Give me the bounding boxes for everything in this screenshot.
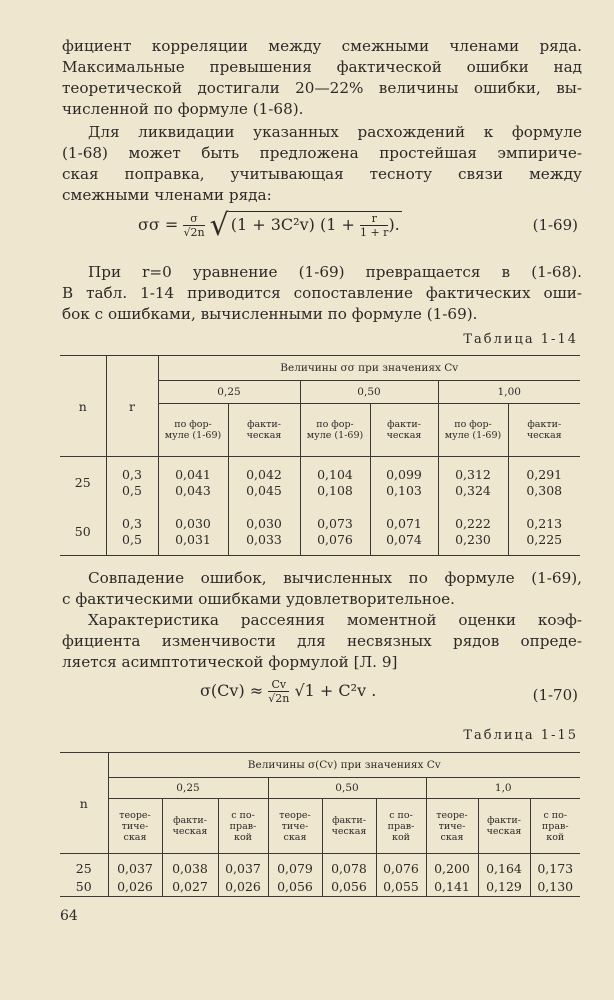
cell-value: 0,042 0,045 [228, 457, 300, 510]
cell-value: 0,027 [162, 878, 218, 897]
cell-r: 0,3 0,5 [106, 457, 158, 510]
text-line: В табл. 1-14 приводится сопоставление фактических оши- [62, 284, 582, 302]
cell-value: 0,056 [268, 878, 322, 897]
formula-body: √1 + C²v . [294, 681, 377, 700]
header-sub: с по- прав- кой [218, 799, 268, 854]
header-cv: 0,50 [268, 778, 426, 799]
cell-value: 0,222 0,230 [438, 509, 508, 556]
text-line: численной по формуле (1-68). [62, 100, 304, 118]
text-line: с фактическими ошибками удовлетворительное. [62, 590, 455, 608]
paragraph-4 [62, 568, 582, 610]
fraction-denominator: √2n [183, 226, 205, 239]
formula-tail: ). [388, 215, 400, 234]
header-cv: 0,50 [300, 381, 438, 404]
header-sub: по фор- муле (1-69) [300, 404, 370, 457]
cell-value: 0,164 [478, 854, 530, 879]
text-line: теоретической достигали 20—22% величины ошибки, вы- [62, 79, 582, 97]
header-sub: по фор- муле (1-69) [158, 404, 228, 457]
text-line: ская поправка, учитывающая тесноту связи между [62, 165, 582, 183]
cell-value: 0,038 [162, 854, 218, 879]
header-sub: теоре- тиче- ская [108, 799, 162, 854]
cell-value: 0,173 [530, 854, 580, 879]
cell-value: 0,026 [218, 878, 268, 897]
cell-n: 50 [74, 524, 91, 539]
table-1-14 [60, 355, 580, 556]
header-sub: факти- ческая [508, 404, 580, 457]
fraction-denominator: 1 + r [359, 226, 389, 239]
cell-value: 0,078 [322, 854, 376, 879]
radicand [229, 211, 402, 239]
cell-n: 25 [75, 861, 92, 876]
fraction-denominator: √2n [268, 692, 290, 705]
text-line: (1-68) может быть предложена простейшая эмпириче- [62, 144, 582, 162]
fraction-numerator: Cv [268, 678, 289, 692]
header-group: Величины σ(Cv) при значениях Cv [108, 753, 580, 778]
paragraph-5 [62, 610, 582, 673]
header-sub: факти- ческая [478, 799, 530, 854]
formula-number: (1-69) [532, 216, 578, 234]
paragraph-2 [62, 122, 582, 206]
cell-value: 0,055 [376, 878, 426, 897]
cell-value: 0,291 0,308 [508, 457, 580, 510]
formula-inner-fraction [360, 212, 388, 239]
header-sub: с по- прав- кой [530, 799, 580, 854]
cell-value: 0,129 [478, 878, 530, 897]
text-line: При r=0 уравнение (1-69) превращается в (1-68). [88, 263, 582, 281]
table-caption: Таблица 1-14 [463, 332, 578, 347]
fraction-numerator: r [360, 212, 388, 226]
cell-r: 0,3 0,5 [106, 509, 158, 556]
header-n: n [79, 795, 88, 811]
cell-value: 0,213 0,225 [508, 509, 580, 556]
paragraph-1 [62, 36, 582, 120]
formula-body: (1 + 3C²v) (1 + [230, 215, 355, 234]
cell-value: 0,130 [530, 878, 580, 897]
text-line: Характеристика рассеяния моментной оценки коэф- [88, 611, 582, 629]
header-group: Величины σσ при значениях Cv [158, 356, 580, 381]
cell-value: 0,073 0,076 [300, 509, 370, 556]
header-sub: факти- ческая [370, 404, 438, 457]
text-line: смежными членами ряда: [62, 186, 272, 204]
header-cv: 1,0 [426, 778, 580, 799]
header-sub: факти- ческая [228, 404, 300, 457]
sqrt-icon: √ [209, 208, 229, 243]
header-sub: с по- прав- кой [376, 799, 426, 854]
cell-value: 0,030 0,031 [158, 509, 228, 556]
cell-value: 0,079 [268, 854, 322, 879]
cell-value: 0,041 0,043 [158, 457, 228, 510]
text-line: бок с ошибками, вычисленными по формуле (1-69). [62, 305, 478, 323]
cell-value: 0,312 0,324 [438, 457, 508, 510]
header-n: n [78, 398, 87, 414]
header-r: r [106, 356, 158, 457]
header-sub: факти- ческая [162, 799, 218, 854]
text-line: Совпадение ошибок, вычисленных по формуле (1-69), [88, 569, 582, 587]
table-caption: Таблица 1-15 [463, 728, 578, 743]
formula-1-69 [138, 208, 402, 243]
fraction-numerator: σ [183, 212, 204, 226]
formula-lhs: σσ = [138, 215, 179, 234]
cell-value: 0,104 0,108 [300, 457, 370, 510]
cell-value: 0,141 [426, 878, 478, 897]
page-number: 64 [60, 908, 78, 924]
cell-value: 0,037 [218, 854, 268, 879]
cell-n: 50 [75, 879, 92, 894]
cell-value: 0,037 [108, 854, 162, 879]
paragraph-3 [62, 262, 582, 325]
cell-value: 0,056 [322, 878, 376, 897]
formula-fraction [268, 678, 289, 705]
cell-n: 25 [74, 475, 91, 490]
cell-value: 0,071 0,074 [370, 509, 438, 556]
header-cv: 0,25 [158, 381, 300, 404]
table-1-15 [60, 752, 580, 897]
formula-1-70 [200, 678, 376, 705]
text-line: фициента изменчивости для несвязных рядов опреде- [62, 632, 582, 650]
text-line: Максимальные превышения фактической ошибки над [62, 58, 582, 76]
formula-fraction [183, 212, 204, 239]
formula-number: (1-70) [532, 686, 578, 704]
text-line: Для ликвидации указанных расхождений к формуле [88, 123, 582, 141]
header-sub: по фор- муле (1-69) [438, 404, 508, 457]
cell-value: 0,099 0,103 [370, 457, 438, 510]
text-line: ляется асимптотической формулой [Л. 9] [62, 653, 398, 671]
header-sub: теоре- тиче- ская [268, 799, 322, 854]
formula-lhs: σ(Cv) ≈ [200, 681, 264, 700]
cell-value: 0,026 [108, 878, 162, 897]
cell-value: 0,076 [376, 854, 426, 879]
header-cv: 1,00 [438, 381, 580, 404]
text-line: фициент корреляции между смежными членами ряда. [62, 37, 582, 55]
cell-value: 0,200 [426, 854, 478, 879]
header-sub: теоре- тиче- ская [426, 799, 478, 854]
cell-value: 0,030 0,033 [228, 509, 300, 556]
header-cv: 0,25 [108, 778, 268, 799]
header-sub: факти- ческая [322, 799, 376, 854]
